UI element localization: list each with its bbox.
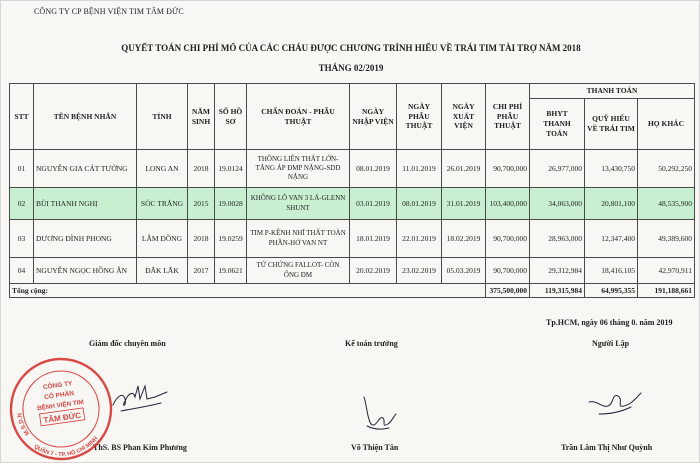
cell-surgery-date: 22.01.2019 <box>397 220 442 258</box>
table-row <box>10 150 695 188</box>
col-admission-date: NGÀY NHẬP VIỆN <box>350 84 397 150</box>
accountant-title: Kế toán trưởng <box>345 339 398 348</box>
cell-birth-year: 2015 <box>188 188 215 220</box>
signature-director <box>113 386 167 411</box>
cell-stt: 03 <box>10 220 34 258</box>
col-province: TỈNH <box>137 84 188 150</box>
cell-diagnosis: TỨ CHỨNG FALLOT- CÒN ỐNG ĐM <box>247 258 350 284</box>
company-name: CÔNG TY CP BỆNH VIỆN TIM TÂM ĐỨC <box>34 7 184 16</box>
cell-discharge-date: 26.01.2019 <box>442 150 486 188</box>
cell-surgery-date: 08.01.2019 <box>397 188 442 220</box>
cell-record-no: 19.0124 <box>215 150 247 188</box>
cell-surgery-cost: 90,700,000 <box>486 258 530 284</box>
table-row <box>10 258 695 284</box>
cell-fund-paid: 12,347,400 <box>585 220 638 258</box>
signature-accountant <box>364 397 396 429</box>
report-month: THÁNG 02/2019 <box>318 63 384 73</box>
table-row <box>10 220 695 258</box>
col-other-paid: HỌ KHÁC <box>638 99 695 150</box>
director-title: Giám đốc chuyên môn <box>89 339 166 348</box>
cell-admission-date: 08.01.2019 <box>350 150 397 188</box>
cell-diagnosis: TIM P-KÊNH NHĨ THẤT TOÀN PHẦN-HỞ VAN NT <box>247 220 350 258</box>
cell-surgery-cost: 90,700,000 <box>486 150 530 188</box>
svg-text:QUẬN 7 - TP. HỒ CHÍ MINH <box>32 435 101 462</box>
col-name: TÊN BỆNH NHÂN <box>34 84 137 150</box>
stamp-line-2: CỔ PHẦN <box>43 390 75 402</box>
signature-preparer <box>589 393 641 414</box>
cell-surgery-date: 11.01.2019 <box>397 150 442 188</box>
cell-province: LÂM ĐỒNG <box>137 220 188 258</box>
cell-other-paid: 48,535,900 <box>638 188 695 220</box>
cell-surgery-date: 23.02.2019 <box>397 258 442 284</box>
cell-discharge-date: 05.03.2019 <box>442 258 486 284</box>
cell-admission-date: 18.01.2019 <box>350 220 397 258</box>
cell-birth-year: 2018 <box>188 220 215 258</box>
stamp-ring-bottom-text: QUẬN 7 - TP. HỒ CHÍ MINH <box>32 435 100 459</box>
cell-other-paid: 49,389,600 <box>638 220 695 258</box>
cell-fund-paid: 13,430,750 <box>585 150 638 188</box>
col-surgery-cost: CHI PHÍ PHẪU THUẬT <box>486 84 530 150</box>
preparer-title: Người Lập <box>592 339 630 348</box>
stamp-ring-top-text: M.S.D.N <box>17 412 32 437</box>
stamp-line-3: BỆNH VIỆN TIM <box>36 398 85 413</box>
total-other-paid: 191,188,661 <box>638 284 695 298</box>
cell-name: DƯƠNG ĐÌNH PHONG <box>34 220 137 258</box>
preparer-name: Trần Lâm Thị Như Quỳnh <box>561 443 653 452</box>
header-row <box>10 84 695 99</box>
cell-name: BÙI THANH NGHỊ <box>34 188 137 220</box>
cell-insurance-paid: 26,977,000 <box>530 150 585 188</box>
table-row <box>10 188 695 220</box>
cell-name: NGUYỄN NGỌC HỒNG ÂN <box>34 258 137 284</box>
total-label: Tổng cộng: <box>10 284 486 298</box>
table-body <box>10 150 695 284</box>
settlement-table <box>9 83 695 298</box>
cell-admission-date: 20.02.2019 <box>350 258 397 284</box>
cell-other-paid: 42,970,911 <box>638 258 695 284</box>
cell-name: NGUYỄN GIA CÁT TƯỜNG <box>34 150 137 188</box>
cell-insurance-paid: 29,312,984 <box>530 258 585 284</box>
cell-fund-paid: 20,801,100 <box>585 188 638 220</box>
col-record-no: SỐ HỒ SƠ <box>215 84 247 150</box>
cell-diagnosis: THÔNG LIÊN THẤT LỚN-TĂNG ÁP ĐMP NẶNG-SDD NẶNG <box>247 150 350 188</box>
cell-discharge-date: 18.02.2019 <box>442 220 486 258</box>
total-insurance-paid: 119,315,984 <box>530 284 585 298</box>
report-title: QUYẾT TOÁN CHI PHÍ MỔ CỦA CÁC CHÁU ĐƯỢC CHƯƠNG TRÌNH HIỂU VỀ TRÁI TIM TÀI TRỢ NĂM 2018 <box>121 43 581 53</box>
cell-province: SÓC TRĂNG <box>137 188 188 220</box>
cell-record-no: 19.0028 <box>215 188 247 220</box>
total-surgery-cost: 375,500,000 <box>486 284 530 298</box>
col-stt: STT <box>10 84 34 150</box>
cell-stt: 02 <box>10 188 34 220</box>
accountant-name: Võ Thiện Tân <box>351 443 399 452</box>
col-fund-paid: QUỸ HIỂU VỀ TRÁI TIM <box>585 99 638 150</box>
cell-other-paid: 50,292,250 <box>638 150 695 188</box>
cell-province: ĐẮK LẮK <box>137 258 188 284</box>
cell-discharge-date: 31.01.2019 <box>442 188 486 220</box>
col-payment-group: THANH TOÁN <box>530 84 695 99</box>
cell-fund-paid: 18,416,105 <box>585 258 638 284</box>
place-date: Tp.HCM, ngày 06 tháng 0. năm 2019 <box>546 318 673 327</box>
col-birth-year: NĂM SINH <box>188 84 215 150</box>
col-insurance-paid: BHYT THANH TOÁN <box>530 99 585 150</box>
cell-record-no: 19.0259 <box>215 220 247 258</box>
cell-birth-year: 2018 <box>188 150 215 188</box>
col-diagnosis: CHẨN ĐOÁN - PHẪU THUẬT <box>247 84 350 150</box>
cell-surgery-cost: 103,400,000 <box>486 188 530 220</box>
total-row <box>10 284 695 298</box>
cell-surgery-cost: 90,700,000 <box>486 220 530 258</box>
cell-insurance-paid: 28,963,000 <box>530 220 585 258</box>
director-name: ThS. BS Phan Kim Phương <box>93 443 187 452</box>
stamp-line-1: CÔNG TY <box>42 380 73 392</box>
cell-insurance-paid: 34,063,000 <box>530 188 585 220</box>
cell-admission-date: 03.01.2019 <box>350 188 397 220</box>
cell-record-no: 19.0621 <box>215 258 247 284</box>
col-discharge-date: NGÀY XUẤT VIỆN <box>442 84 486 150</box>
cell-stt: 01 <box>10 150 34 188</box>
cell-birth-year: 2017 <box>188 258 215 284</box>
cell-stt: 04 <box>10 258 34 284</box>
col-surgery-date: NGÀY PHẪU THUẬT <box>397 84 442 150</box>
stamp-line-4: TÂM ĐỨC <box>42 410 82 425</box>
cell-diagnosis: KHÔNG LỖ VAN 3 LÁ-GLENN SHUNT <box>247 188 350 220</box>
svg-text:M.S.D.N <box>17 412 31 437</box>
cell-province: LONG AN <box>137 150 188 188</box>
total-fund-paid: 64,995,355 <box>585 284 638 298</box>
